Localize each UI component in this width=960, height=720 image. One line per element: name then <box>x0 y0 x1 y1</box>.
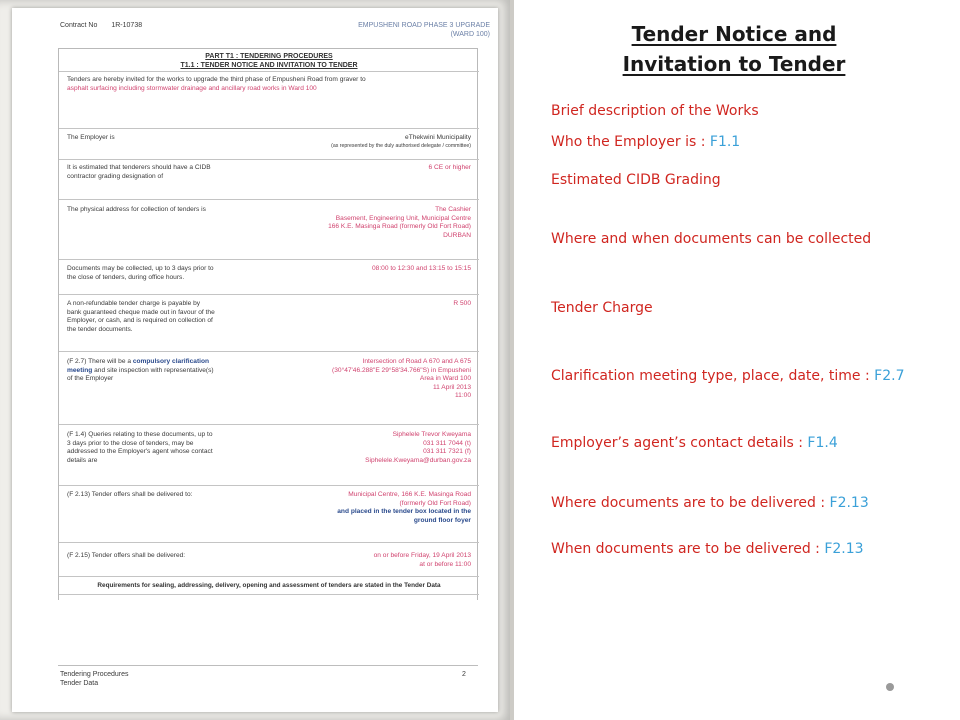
item-text: Who the Employer is : <box>551 134 710 150</box>
item-collection <box>551 230 871 248</box>
cidb-label <box>67 164 267 181</box>
footer-line: Tendering Procedures <box>60 671 129 678</box>
agent-contact <box>273 431 471 465</box>
contract-number: 1R-10738 <box>111 22 143 29</box>
clarification-emphasis: compulsory clarification <box>132 358 210 365</box>
employer-name: eThekwini Municipality <box>405 134 471 141</box>
address-label: The physical address for collection of tenders is <box>67 206 206 213</box>
queries-label <box>67 431 267 465</box>
item-works-description <box>551 102 759 120</box>
delivery-line: Municipal Centre, 166 K.E. Masinga Road <box>348 491 471 498</box>
contract-header <box>60 21 142 30</box>
clarification-label <box>67 358 267 384</box>
slide-title-line: Tender Notice and <box>631 22 837 46</box>
clarification-value <box>273 358 471 401</box>
clarification-line: of the Employer <box>67 375 114 383</box>
divider <box>59 199 479 200</box>
document-title-section: T1.1 : TENDER NOTICE AND INVITATION TO TENDER <box>180 62 358 70</box>
charge-label-line: A non-refundable tender charge is payable by <box>67 300 201 307</box>
deadline-value <box>273 552 471 569</box>
item-reference: F1.1 <box>709 134 741 150</box>
divider <box>59 159 479 160</box>
divider <box>59 351 479 352</box>
collection-label-line: Documents may be collected, up to 3 days prior to <box>67 265 214 272</box>
queries-line: 3 days prior to the close of tenders, may be <box>67 439 194 447</box>
document-footer <box>60 670 129 688</box>
item-text: Tender Charge <box>551 300 653 316</box>
item-tender-charge <box>551 299 653 317</box>
divider <box>59 485 479 486</box>
cidb-label-line: contractor grading designation of <box>67 172 164 180</box>
agent-fax: 031 311 7321 (f) <box>423 448 471 456</box>
agent-email: Siphelele.Kweyama@durban.gov.za <box>365 456 471 464</box>
tender-notice-table <box>58 48 478 600</box>
clarification-line <box>67 358 267 367</box>
requirements-note: Requirements for sealing, addressing, delivery, opening and assessment of tenders are stated in the Tender Data <box>97 582 441 589</box>
intro-line-1: Tenders are hereby invited for the works to upgrade the third phase of Empusheni Road from graver to <box>67 76 366 83</box>
item-text: Employer’s agent’s contact details : <box>551 435 808 451</box>
project-ward: (WARD 100) <box>450 31 490 39</box>
employer-label: The Employer is <box>67 134 115 141</box>
item-cidb-grading <box>551 171 721 189</box>
address-line: DURBAN <box>443 231 471 239</box>
charge-label-line: bank guaranteed cheque made out in favour of the <box>67 308 215 316</box>
item-delivery-time <box>551 540 864 558</box>
collection-hours: 08:00 to 12:30 and 13:15 to 15:15 <box>372 265 471 272</box>
clarification-text: (F 2.7) There will be a <box>67 358 133 365</box>
deadline-time: at or before 11:00 <box>419 560 471 568</box>
agent-name: Siphelele Trevor Kweyama <box>392 431 471 438</box>
clarification-value-line: 11 April 2013 <box>432 383 471 391</box>
clarification-value-line: (30°47'46.288"E 29°58'34.766"S) in Empusheni <box>332 366 471 374</box>
item-delivery-place <box>551 494 869 512</box>
item-reference: F2.13 <box>824 541 864 557</box>
item-text: Where documents are to be delivered : <box>551 495 830 511</box>
divider <box>59 71 479 72</box>
item-clarification-meeting <box>551 367 905 385</box>
agent-phone: 031 311 7044 (t) <box>423 439 471 447</box>
document-title-part: PART T1 : TENDERING PROCEDURES <box>205 53 333 60</box>
item-text: Where and when documents can be collected <box>551 231 872 247</box>
charge-value: R 500 <box>453 300 471 307</box>
charge-label <box>67 300 267 334</box>
item-reference: F2.7 <box>874 368 905 384</box>
project-name: EMPUSHENI ROAD PHASE 3 UPGRADE <box>358 22 490 29</box>
charge-label-line: the tender documents. <box>67 325 133 333</box>
employer-value <box>273 134 471 149</box>
address-line: 166 K.E. Masinga Road (formerly Old Fort Road) <box>328 223 471 231</box>
item-reference: F1.4 <box>807 435 838 451</box>
delivery-line: (formerly Old Fort Road) <box>399 499 471 507</box>
cidb-label-line: It is estimated that tenderers should have a CIDB <box>67 164 211 171</box>
item-employer <box>551 133 740 151</box>
collection-label <box>67 265 267 282</box>
project-header <box>308 21 490 39</box>
cidb-value: 6 CE or higher <box>428 164 471 171</box>
clarification-text: and site inspection with representative(s) <box>92 366 214 374</box>
divider <box>59 594 479 595</box>
clarification-value-line: 11:00 <box>454 392 471 400</box>
address-line: The Cashier <box>435 206 471 213</box>
footer-line: Tender Data <box>60 680 99 688</box>
charge-label-line: Employer, or cash, and is required on collection of <box>67 317 213 325</box>
address-line: Basement, Engineering Unit, Municipal Centre <box>335 214 471 222</box>
delivery-line: and placed in the tender box located in the <box>337 508 471 516</box>
queries-line: details are <box>67 456 98 464</box>
delivery-value <box>273 491 471 525</box>
item-text: Brief description of the Works <box>551 103 759 119</box>
clarification-value-line: Intersection of Road A 670 and A 675 <box>362 358 471 365</box>
delivery-label: (F 2.13) Tender offers shall be delivered to: <box>67 491 193 498</box>
deadline-label: (F 2.15) Tender offers shall be delivered: <box>67 552 186 559</box>
page-number: 2 <box>462 671 466 678</box>
slide-title <box>600 19 868 79</box>
item-text: Clarification meeting type, place, date, time : <box>551 368 875 384</box>
document-page <box>12 8 498 712</box>
document-title <box>59 52 479 70</box>
clarification-line <box>67 367 267 376</box>
slide-dot-marker <box>886 683 894 691</box>
contract-label: Contract No <box>60 22 98 29</box>
slide-title-line: Invitation to Tender <box>622 52 846 76</box>
intro-line-2: asphalt surfacing including stormwater drainage and ancillary road works in Ward 100 <box>67 84 317 92</box>
item-reference: F2.13 <box>829 495 869 511</box>
deadline-date: on or before Friday, 19 April 2013 <box>373 552 471 559</box>
divider <box>59 259 479 260</box>
divider <box>59 294 479 295</box>
divider <box>59 542 479 543</box>
employer-note: (as represented by the duly authorised delegate / committee) <box>331 142 471 149</box>
divider <box>59 128 479 129</box>
divider <box>59 424 479 425</box>
clarification-value-line: Area in Ward 100 <box>419 375 471 383</box>
item-text: When documents are to be delivered : <box>551 541 825 557</box>
item-agent-contact <box>551 434 838 452</box>
footer-divider <box>58 665 478 666</box>
clarification-emphasis: meeting <box>67 366 93 374</box>
delivery-line: ground floor foyer <box>413 516 471 524</box>
intro-text <box>67 76 471 93</box>
queries-line: addressed to the Employer's agent whose contact <box>67 448 213 456</box>
collection-label-line: the close of tenders, during office hours. <box>67 273 185 281</box>
queries-line: (F 1.4) Queries relating to these documents, up to <box>67 431 213 438</box>
item-text: Estimated CIDB Grading <box>551 172 721 188</box>
address-value <box>273 206 471 240</box>
divider <box>59 576 479 577</box>
